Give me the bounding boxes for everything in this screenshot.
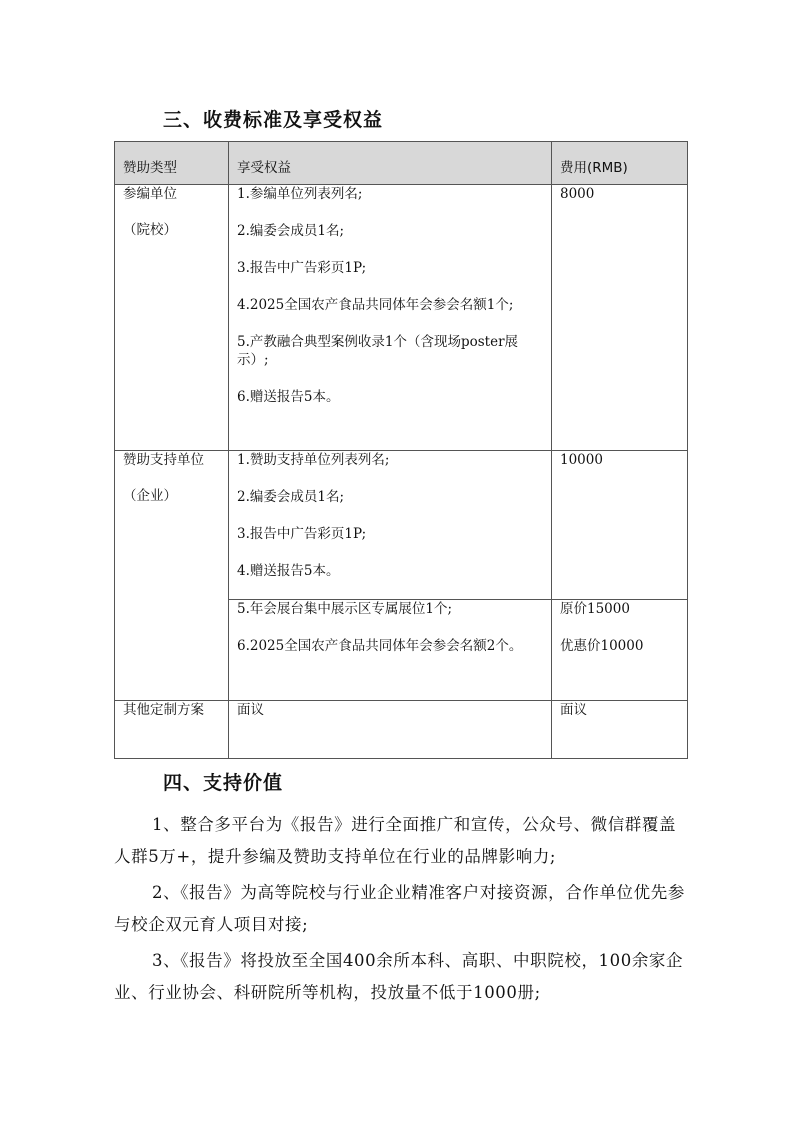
sponsor-type-sublabel: （院校） [123,222,177,238]
table-header-row [115,142,688,185]
sponsor-type-cell [115,451,229,701]
fee-value: 10000 [560,452,603,468]
fee-value: 面议 [560,702,587,718]
benefit-item: 3.报告中广告彩页1P; [237,260,367,276]
benefits-cell [229,451,552,600]
value-paragraph: 1、整合多平台为《报告》进行全面推广和宣传，公众号、微信群覆盖人群5万+，提升参编及赞助支持单位在行业的品牌影响力; [114,815,677,866]
value-paragraph: 2、《报告》为高等院校与行业企业精准客户对接资源，合作单位优先参与校企双元育人项目对接; [114,883,685,934]
benefits-cell [229,600,552,701]
value-paragraph: 3、《报告》将投放至全国400余所本科、高职、中职院校，100余家企业、行业协会、科研院所等机构，投放量不低于1000册; [114,951,684,1002]
benefit-item: 5.产教融合典型案例收录1个（含现场poster展示）; [237,334,519,368]
table-row [115,185,688,451]
fee-discount: 优惠价10000 [560,638,644,654]
sponsor-type-label: 参编单位 [123,186,177,202]
sponsor-type-label: 赞助支持单位 [123,452,204,468]
fee-cell [552,451,688,600]
section-3-heading: 三、收费标准及享受权益 [163,109,384,131]
benefits-cell [229,185,552,451]
benefit-item: 4.赠送报告5本。 [237,563,340,579]
benefit-item: 2.编委会成员1名; [237,223,345,239]
fee-cell [552,600,688,701]
fee-cell [552,185,688,451]
table-row [115,701,688,759]
header-fee: 费用(RMB) [552,142,688,185]
benefit-item: 面议 [237,702,264,718]
benefit-item: 4.2025全国农产食品共同体年会参会名额1个; [237,297,514,313]
benefit-item: 3.报告中广告彩页1P; [237,526,367,542]
header-sponsor-type: 赞助类型 [115,142,229,185]
section-4-heading: 四、支持价值 [163,772,284,794]
header-benefits: 享受权益 [229,142,552,185]
sponsor-type-cell [115,185,229,451]
benefit-item: 2.编委会成员1名; [237,489,345,505]
fee-original: 原价15000 [560,601,630,617]
benefits-cell [229,701,552,759]
fee-value: 8000 [560,186,595,202]
benefit-item: 6.2025全国农产食品共同体年会参会名额2个。 [237,638,523,654]
sponsor-type-cell [115,701,229,759]
benefit-item: 1.赞助支持单位列表列名; [237,452,390,468]
fee-table [114,141,688,759]
sponsor-type-sublabel: （企业） [123,488,177,504]
fee-cell [552,701,688,759]
benefit-item: 6.赠送报告5本。 [237,389,340,405]
sponsor-type-label: 其他定制方案 [123,702,204,718]
table-row [115,451,688,600]
benefit-item: 1.参编单位列表列名; [237,186,363,202]
benefit-item: 5.年会展台集中展示区专属展位1个; [237,601,453,617]
